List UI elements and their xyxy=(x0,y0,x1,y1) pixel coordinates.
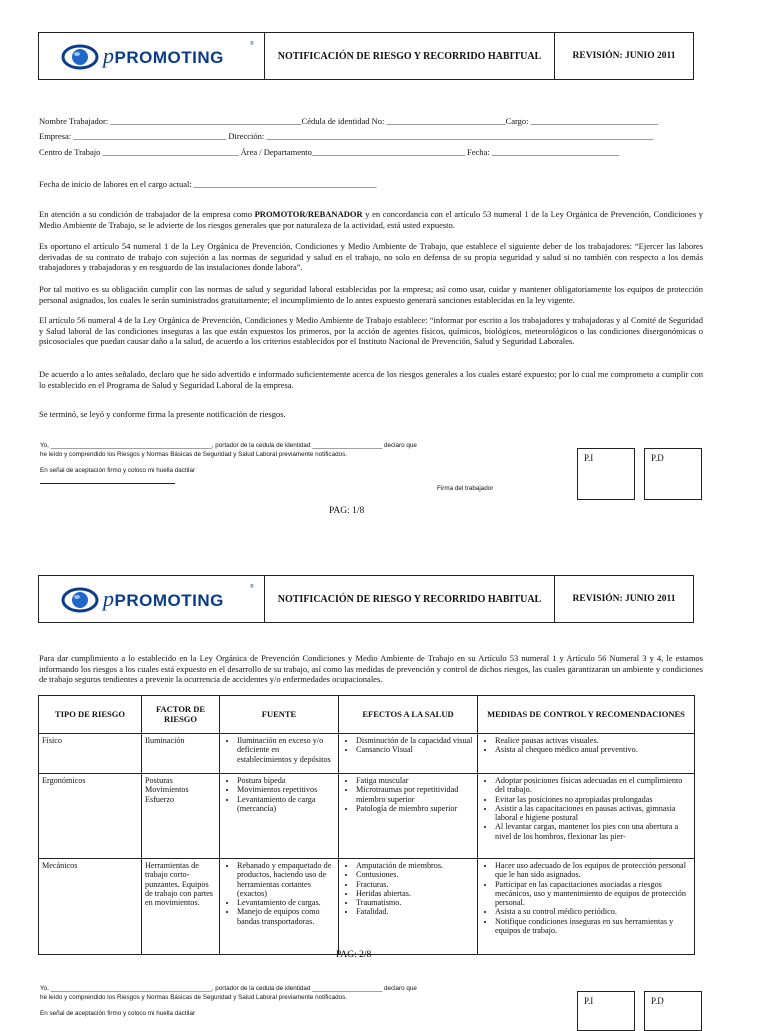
table-row xyxy=(39,859,695,955)
header-fuente: FUENTE xyxy=(220,696,339,734)
cell-tipo: Mecánicos xyxy=(39,859,142,955)
pi-label: P.I xyxy=(584,996,594,1006)
field-empresa[interactable]: Empresa: ____________________________________ Dirección: ___________________________________________________________________________________________ xyxy=(39,131,654,141)
cell-fuente xyxy=(220,774,339,859)
list-item: • Traumatismo. xyxy=(356,898,474,907)
revision-label: REVISIÓN: JUNIO 2011 xyxy=(572,51,676,61)
list-item: • Asista al chequeo médico anual preventivo. xyxy=(495,745,691,754)
cell-factor: Herramientas de trabajo corto-punzantes. Equipos de trabajo con partes en movimientos. xyxy=(142,859,220,955)
list-item: • Realice pausas activas visuales. xyxy=(495,736,691,745)
page2-header xyxy=(38,575,694,623)
list-item: • Levantamiento de carga (mercancía) xyxy=(237,795,335,814)
trademark-mark: ® xyxy=(250,41,254,47)
table-row xyxy=(39,734,695,774)
aceptacion-text: En señal de aceptación firmo y coloco mi huella dactilar xyxy=(40,1010,196,1017)
header-medidas: MEDIDAS DE CONTROL Y RECOMENDACIONES xyxy=(478,696,695,734)
fingerprint-right-box[interactable] xyxy=(644,448,702,500)
page-number: PAG: 1/8 xyxy=(329,506,365,516)
cell-tipo: Físico xyxy=(39,734,142,774)
cell-factor: Iluminación xyxy=(142,734,220,774)
page1-header xyxy=(38,32,694,80)
logo-text: pPROMOTING xyxy=(103,586,224,611)
revision-label: REVISIÓN: JUNIO 2011 xyxy=(572,594,676,604)
list-item: • Evitar las posiciones no apropiadas prolongadas xyxy=(495,795,691,804)
list-item: • Levantamiento de cargas. xyxy=(237,898,335,907)
header-efectos: EFECTOS A LA SALUD xyxy=(339,696,478,734)
list-item: • Asista a su control médico periódico. xyxy=(495,907,691,916)
list-item: • Asistir a las capacitaciones en pausas activas, gimnasia laboral e higiene postural xyxy=(495,804,691,823)
yo-declaro-line[interactable]: Yo, ______________________________________________, portador de la cedula de identidad ____________________ declaro que xyxy=(40,442,417,449)
list-item: • Patología de miembro superior xyxy=(356,804,474,813)
logo-globe-icon xyxy=(61,42,103,70)
role-name: PROMOTOR/REBANADOR xyxy=(254,209,363,219)
list-item: • Iluminación en exceso y/o deficiente en establecimientos y depósitos xyxy=(237,736,335,764)
pd-label: P.D xyxy=(651,996,664,1006)
list-item: • Hacer uso adecuado de los equipos de protección personal que le han sido asignados. xyxy=(495,861,691,880)
list-item: • Adoptar posiciones físicas adecuadas en el cumplimiento del trabajo. xyxy=(495,776,691,795)
list-item: • Postura bípeda xyxy=(237,776,335,785)
cell-efectos xyxy=(339,859,478,955)
fingerprint-right-box[interactable] xyxy=(644,991,702,1031)
firma-label: Firma del trabajador xyxy=(437,485,494,492)
aceptacion-text: En señal de aceptación firmo y coloco mi huella dactilar xyxy=(40,467,196,474)
list-item: • Fatalidad. xyxy=(356,907,474,916)
field-fecha-inicio[interactable]: Fecha de inicio de labores en el cargo actual: ___________________________________________ xyxy=(39,179,377,189)
yo-declaro-line-2: he leído y comprendido los Riesgos y Normas Básicas de Seguridad y Salud Laboral previamente notificados. xyxy=(40,994,347,1001)
list-item: • Al levantar cargas, mantener los pies con una abertura a nivel de los hombros, flexionar las pier- xyxy=(495,822,691,841)
header-tipo: TIPO DE RIESGO xyxy=(39,696,142,734)
yo-declaro-line[interactable]: Yo, ______________________________________________, portador de la cedula de identidad ____________________ declaro que xyxy=(40,985,417,992)
yo-declaro-line-2: he leído y comprendido los Riesgos y Normas Básicas de Seguridad y Salud Laboral previamente notificados. xyxy=(40,451,347,458)
cell-efectos xyxy=(339,734,478,774)
list-item: • Participar en las capacitaciones asociadas a riesgos mecánicos, uso y mantenimiento de equipos de protección personal. xyxy=(495,880,691,908)
paragraph-obligacion: Por tal motivo es su obligación cumplir con las normas de salud y seguridad laboral establecidas por la empresa; así como usar, cuidar y mantener obligatoriamente los equipos de protección personal asignados, los cuales le serán suministrados gratuitamente; el incumplimiento de lo antes expuesto generará sanciones establecidas en la ley vigente. xyxy=(39,284,703,305)
signature-line[interactable] xyxy=(40,483,175,484)
list-item: • Rebanado y empaquetado de productos, haciendo uso de herramientas cortantes (exactos) xyxy=(237,861,335,898)
list-item: • Manejo de equipos como bandas transportadoras. xyxy=(237,907,335,926)
header-factor: FACTOR DE RIESGO xyxy=(142,696,220,734)
fingerprint-left-box[interactable] xyxy=(577,991,635,1031)
document-title: NOTIFICACIÓN DE RIESGO Y RECORRIDO HABITUAL xyxy=(265,33,555,79)
pd-label: P.D xyxy=(651,453,664,463)
cell-factor: Posturas Movimientos Esfuerzo xyxy=(142,774,220,859)
list-item: • Movimientos repetitivos xyxy=(237,785,335,794)
table-header-row xyxy=(39,696,695,734)
cell-fuente xyxy=(220,859,339,955)
page-number: PAG: 2/8 xyxy=(336,950,372,960)
paragraph-intro: Para dar cumplimiento a lo establecido en la Ley Orgánica de Prevención Condiciones y Medio Ambiente de Trabajo en su Artículo 53 numeral 1 y Artículo 56 Numeral 3 y 4, le estamos informando los riesgos a los cuales está expuesto en el desarrollo de su trabajo, así como las medidas de prevención y control de dichos riesgos, las cuales garantizaran un ambiente y condiciones de trabajo seguros tendientes a prevenir la ocurrencia de accidentes y/o enfermedades ocupacionales. xyxy=(39,653,703,684)
paragraph-condicion: En atención a su condición de trabajador de la empresa como PROMOTOR/REBANADOR y en concordancia con el artículo 53 numeral 1 de la Ley Orgánica de Prevención, Condiciones y Medio Ambiente de Trabajo, se le advierte de los riesgos generales que por naturaleza de la actividad, está usted expuesto. xyxy=(39,209,703,230)
paragraph-declaracion: De acuerdo a lo antes señalado, declaro que he sido advertido e informado suficientemente acerca de los riesgos generales a los cuales estaré expuesto; por lo cual me comprometo a cumplir con lo establecido en el Programa de Salud y Seguridad Laboral de la empresa. xyxy=(39,369,703,390)
list-item: • Microtraumas por repetitividad miembro superior xyxy=(356,785,474,804)
logo-globe-icon xyxy=(61,585,103,613)
document-title: NOTIFICACIÓN DE RIESGO Y RECORRIDO HABITUAL xyxy=(265,576,555,622)
list-item: • Disminución de la capacidad visual xyxy=(356,736,474,745)
company-logo xyxy=(39,576,265,622)
list-item: • Fracturas. xyxy=(356,880,474,889)
risk-table xyxy=(38,695,695,955)
list-item: • Amputación de miembros. xyxy=(356,861,474,870)
fingerprint-left-box[interactable] xyxy=(577,448,635,500)
table-row xyxy=(39,774,695,859)
company-logo xyxy=(39,33,265,79)
list-item: • Fatiga muscular xyxy=(356,776,474,785)
paragraph-articulo-56: El artículo 56 numeral 4 de la Ley Orgánica de Prevención, Condiciones y Medio Ambiente de Trabajo establece: “informar por escrito a los trabajadores y trabajadoras y al Comité de Seguridad y Salud laboral de las condiciones inseguras a las que están expuestos los primeros, por la acción de agentes físicos, químicos, biológicos, meteorológicos o las condiciones disergonómicas o psicosociales que puedan causar daño a la salud, de acuerdo a los criterios establecidos por el Instituto Nacional de Prevención, Salud y Seguridad Laborales. xyxy=(39,315,703,346)
pi-label: P.I xyxy=(584,453,594,463)
cell-medidas xyxy=(478,859,695,955)
paragraph-cierre: Se terminó, se leyó y conforme firma la presente notificación de riesgos. xyxy=(39,409,286,419)
cell-tipo: Ergonómicos xyxy=(39,774,142,859)
list-item: • Contusiones. xyxy=(356,870,474,879)
field-centro[interactable]: Centro de Trabajo ________________________________ Área / Departamento____________________________________ Fecha: ______________________________ xyxy=(39,147,620,157)
paragraph-articulo-54: Es oportuno el artículo 54 numeral 1 de la Ley Orgánica de Prevención, Condiciones y Medio Ambiente de Trabajo, que establece el siguiente deber de los trabajadores: “Ejercer las labores derivadas de su contrato de trabajo con sujeción a las normas de seguridad y salud en el trabajo, no solo en defensa de su propia seguridad y salud si no también con respecto a los demás trabajadores y trabajadoras y en resguardo de las instalaciones donde labora”. xyxy=(39,241,703,272)
list-item: • Heridas abiertas. xyxy=(356,889,474,898)
field-nombre[interactable]: Nombre Trabajador: _____________________________________________Cédula de identidad No: ____________________________Cargo: ______________________________ xyxy=(39,116,659,126)
cell-medidas xyxy=(478,734,695,774)
cell-fuente xyxy=(220,734,339,774)
list-item: • Cansancio Visual xyxy=(356,745,474,754)
cell-efectos xyxy=(339,774,478,859)
list-item: • Notifique condiciones inseguras en sus herramientas y equipos de trabajo. xyxy=(495,917,691,936)
trademark-mark: ® xyxy=(250,584,254,590)
logo-text: pPROMOTING xyxy=(103,43,224,68)
cell-medidas xyxy=(478,774,695,859)
